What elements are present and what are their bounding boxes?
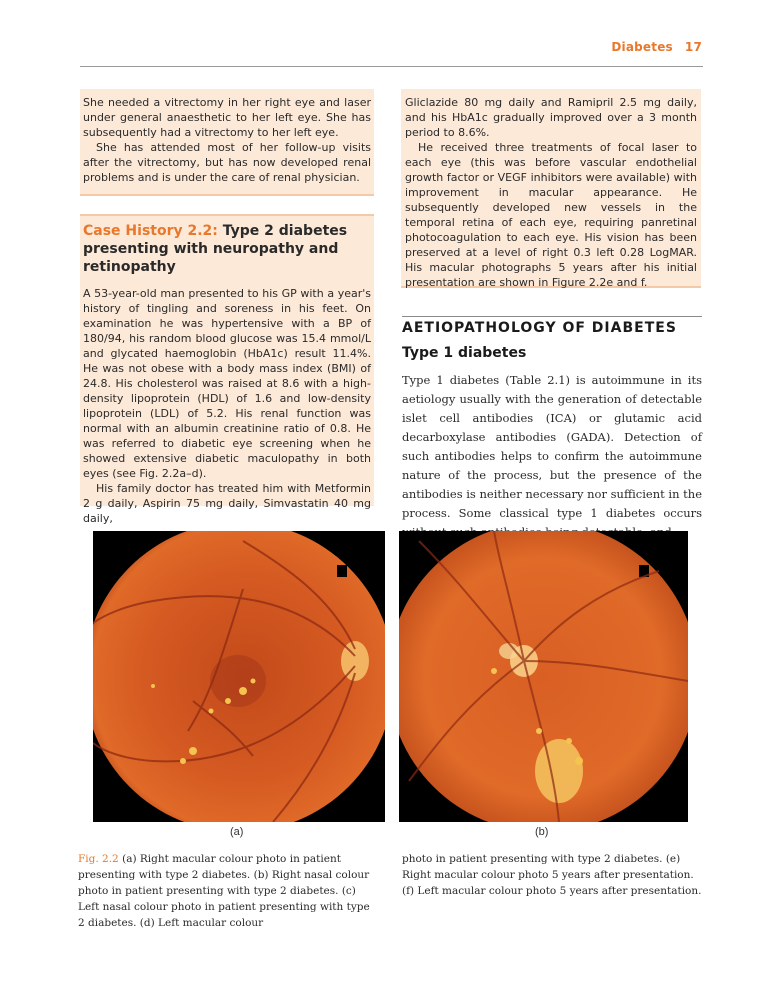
caption-text: (a) Right macular colour photo in patient presenting with type 2 diabetes. (b) Right nasal colour photo in patient presenting with type 2 diabetes. (c) Left nasal colour photo in patient presenting with type 2 diabetes. (d) Left macular colour [78, 853, 370, 929]
section-subheading: Type 1 diabetes [402, 345, 527, 361]
panel-a-label: (a) [230, 826, 244, 838]
case-paragraph: His family doctor has treated him with Metformin 2 g daily, Aspirin 75 mg daily, Simvastatin 40 mg daily, [83, 482, 371, 525]
box-paragraph: She has attended most of her follow-up visits after the vitrectomy, but has now developed renal problems and is under the care of renal physician. [83, 141, 371, 184]
case-paragraph: He received three treatments of focal laser to each eye (this was before vascular endothelial growth factor or VEGF inhibitors were available) with improvement in macular appearance. He subsequently developed new vessels in the temporal retina of each eye, requiring panretinal photocoagulation to each eye. His vision has been preserved at a level of right 0.3 left 0.28 LogMAR. His macular photographs 5 years after his initial presentation are shown in Figure 2.2e and f. [405, 141, 697, 289]
case-history-title [83, 222, 371, 276]
case-history-heading: Type 2 diabetes presenting with neuropathy and retinopathy [83, 223, 348, 275]
box-paragraph: She needed a vitrectomy in her right eye and laser under general anaesthetic to her left eye. She has subsequently had a vitrectomy to her left eye. [83, 96, 371, 139]
retina-photo-a [93, 531, 385, 822]
case-paragraph: Gliclazide 80 mg daily and Ramipril 2.5 mg daily, and his HbA1c gradually improved over a 3 month period to 8.6%. [405, 96, 697, 139]
running-header [611, 40, 702, 54]
section-heading: AETIOPATHOLOGY OF DIABETES [402, 320, 677, 336]
section-body-text: Type 1 diabetes (Table 2.1) is autoimmune in its aetiology usually with the generation of detectable islet cell antibodies (ICA) or glutamic acid decarboxylase antibodies (GADA). Detection of such antibodies helps to confirm the autoimmune nature of the process, but the presence of the antibodies is neither necessary nor sufficient in the process. Some classical type 1 diabetes occurs [402, 373, 702, 520]
case-history-box-continued [401, 89, 701, 288]
header-rule [80, 66, 703, 67]
case-box-continued [80, 89, 374, 196]
header-title: Diabetes [611, 40, 673, 54]
section-rule [402, 316, 702, 317]
figure-reference: Fig. 2.2 [78, 853, 119, 865]
case-paragraph: A 53-year-old man presented to his GP with a year's history of tingling and soreness in his feet. On examination he was hypertensive with a BP of 180/94, his random blood glucose was 15.4 mmol/L and glycated haemoglobin (HbA1c) result 11.4%. He was not obese with a body mass index (BMI) of 24.8. His cholesterol was raised at 8.6 with a high-density lipoprotein (HDL) of 1.6 and low-density lipoprotein (LDL) of 5.2. His renal function was normal with an albumin creatinine ratio of 0.8. He was referred to diabetic eye screening when he showed extensive diabetic maculopathy in both eyes (see Fig. 2.2a–d). [83, 287, 371, 480]
figure-caption-left [78, 851, 378, 931]
case-history-label: Case History 2.2: [83, 223, 218, 239]
retina-photo-b [399, 531, 688, 822]
case-history-box [80, 214, 374, 525]
panel-b-label: (b) [535, 826, 549, 838]
page-number: 17 [684, 40, 702, 54]
figure-caption-right: photo in patient presenting with type 2 diabetes. (e) Right macular colour photo 5 years after presentation. (f) Left macular colour photo 5 years after presentation. [402, 853, 702, 897]
